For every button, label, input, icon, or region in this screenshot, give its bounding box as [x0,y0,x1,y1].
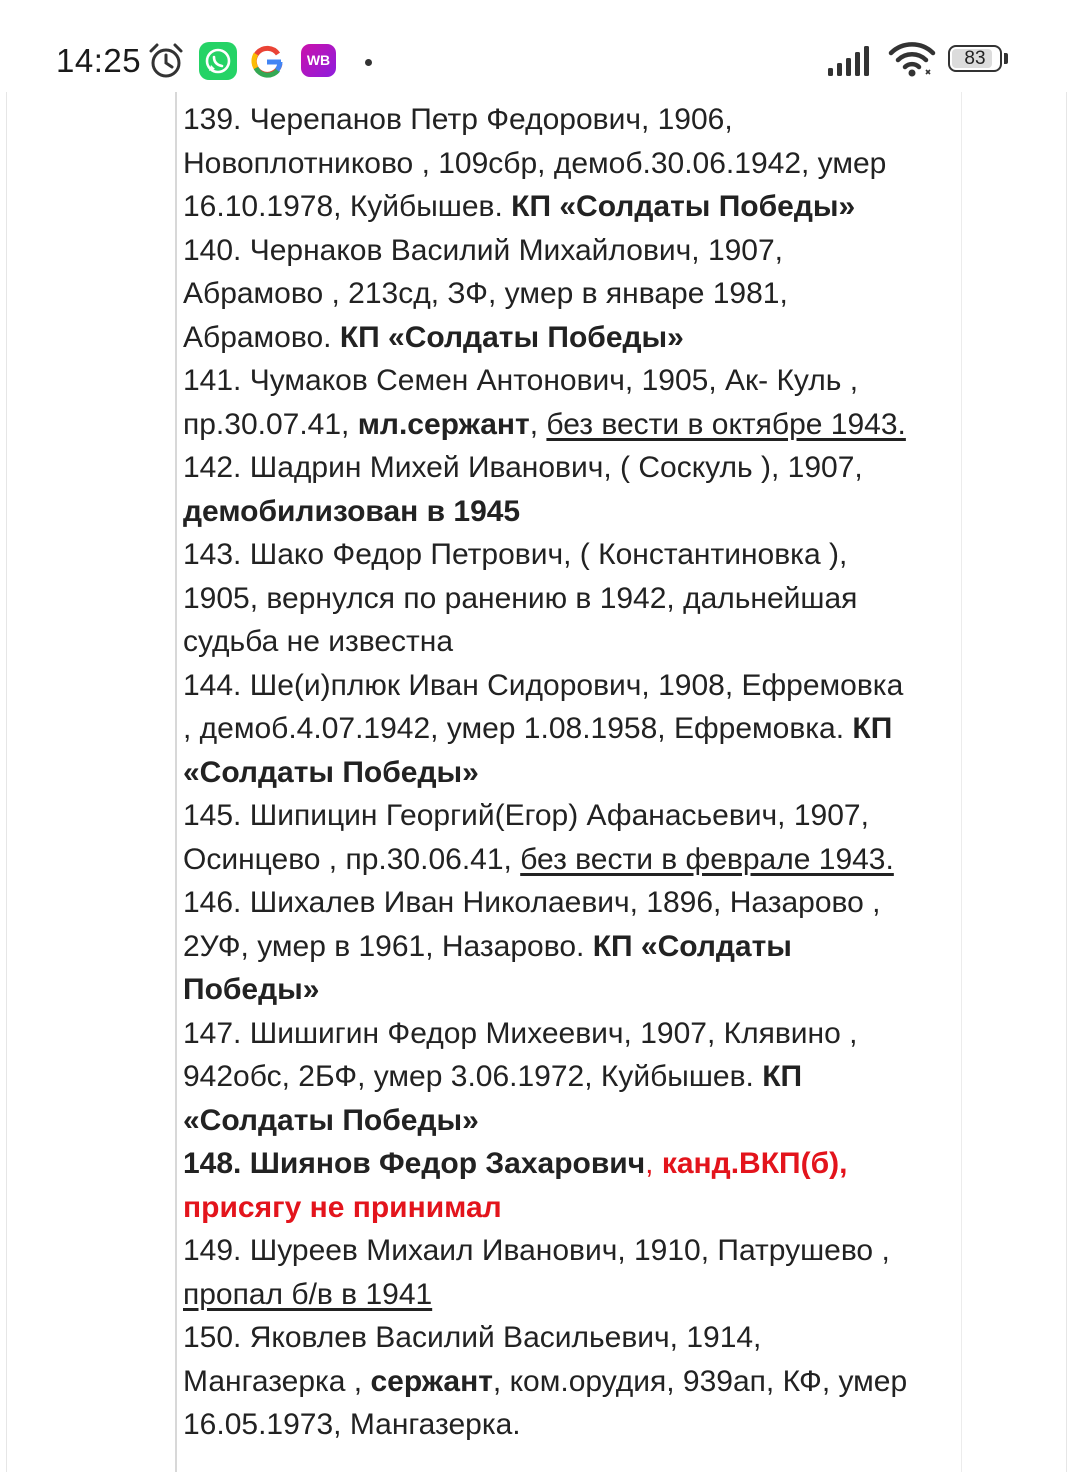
entry-line [183,185,973,229]
entry-text: пр.30.07.41, [183,407,358,441]
entry-bold-text: 148. Шиянов Федор Захарович [183,1147,646,1180]
status-bar [0,0,1080,92]
entry-text: , демоб.4.07.1942, умер 1.08.1958, Ефремовка. [183,712,853,745]
entry-bold-line: Победы» [183,973,320,1006]
entry-line [183,707,973,751]
alarm-icon [146,41,186,81]
signal-icon [826,44,876,76]
entry-bold-text: КП [762,1060,803,1093]
entry-red-bold-text: канд.ВКП(б), [661,1147,848,1180]
entry-bold-text: КП «Солдаты Победы» [511,190,856,223]
page-edge-right [1066,92,1067,1472]
entry-line [183,316,973,360]
entry-red-text: , [645,1147,662,1180]
entry-text: 942обс, 2БФ, умер 3.06.1972, Куйбышев. [183,1060,763,1093]
battery-tip [1004,53,1008,64]
entry-line [183,403,973,447]
entry-line: 146. Шихалев Иван Николаевич, 1896, Назарово , [183,886,881,919]
entry-text: , [529,407,547,441]
entry-bold-line: демобилизован в 1945 [183,494,521,528]
entry-bold-text: КП «Солдаты Победы» [339,320,684,354]
entry-line: судьба не известна [183,625,454,658]
entry-text: Абрамово. [183,320,340,354]
entry-text: , ком.орудия, 939ап, КФ, умер [492,1364,908,1398]
entry-line: 141. Чумаков Семен Антонович, 1905, Ак- Куль , [183,364,859,397]
entry-line: 150. Яковлев Василий Васильевич, 1914, [183,1321,762,1354]
entry-line [183,1360,973,1404]
entry-red-bold-line: присягу не принимал [183,1190,502,1224]
list-item-144 [183,664,973,795]
battery-icon [948,45,1008,74]
entry-text: 16.10.1978, Куйбышев. [183,190,512,223]
list-item-140 [183,229,973,360]
list-item-147 [183,1012,973,1143]
entry-line: 144. Ше(и)плюк Иван Сидорович, 1908, Ефремовка [183,668,904,702]
entry-bold-text: мл.сержант [357,407,530,441]
entry-line: 140. Чернаков Василий Михайлович, 1907, [183,233,784,267]
entry-bold-text: КП [852,712,893,745]
entry-line [183,838,973,882]
wifi-icon [888,40,936,78]
entry-underlined-text: без вести в октябре 1943. [546,407,906,441]
google-icon [250,42,284,80]
list-item-149 [183,1229,973,1316]
list-item-145 [183,794,973,881]
list-item-142 [183,446,973,533]
entry-bold-line: «Солдаты Победы» [183,1103,479,1137]
entry-bold-line: «Солдаты Победы» [183,755,479,789]
entry-line [183,1055,973,1099]
entry-underlined-text: без вести в феврале 1943. [520,842,894,876]
wb-icon: WB [301,44,336,77]
entry-line: Новоплотниково , 109сбр, демоб.30.06.1942, умер [183,146,887,180]
list-item-143 [183,533,973,664]
entry-line: 147. Шишигин Федор Михеевич, 1907, Клявино , [183,1016,858,1050]
entry-line: 145. Шипицин Георгий(Егор) Афанасьевич, 1907, [183,799,869,832]
entry-line: 142. Шадрин Михей Иванович, ( Соскуль ), 1907, [183,451,863,484]
entry-line [183,1142,973,1186]
entry-text: Мангазерка , [183,1364,371,1398]
entry-line: 1905, вернулся по ранению в 1942, дальнейшая [183,581,858,615]
entry-line [183,925,973,969]
entry-line: 139. Черепанов Петр Федорович, 1906, [183,103,733,136]
entry-underlined-line: пропал б/в в 1941 [183,1277,433,1311]
list-item-148 [183,1142,973,1229]
list-item-146 [183,881,973,1012]
entry-line: Абрамово , 213сд, ЗФ, умер в январе 1981, [183,277,788,310]
entry-bold-text: сержант [370,1364,493,1398]
list-item-150 [183,1316,973,1447]
list-item-139 [183,98,973,229]
battery-percent: 83 [964,48,986,69]
entry-line: 143. Шако Федор Петрович, ( Константиновка ), [183,538,848,571]
entry-text: 2УФ, умер в 1961, Назарово. [183,929,593,963]
entry-text: Осинцево , пр.30.06.41, [183,842,521,876]
list-item-141 [183,359,973,446]
entry-bold-text: КП «Солдаты [592,929,792,963]
whatsapp-icon [199,42,237,80]
dot-icon [365,59,372,66]
document-content [183,98,973,1447]
status-time: 14:25 [56,42,142,79]
entry-line: 149. Шуреев Михаил Иванович, 1910, Патрушево , [183,1234,890,1267]
entry-line: 16.05.1973, Мангазерка. [183,1408,521,1441]
page-edge-left [6,92,7,1472]
